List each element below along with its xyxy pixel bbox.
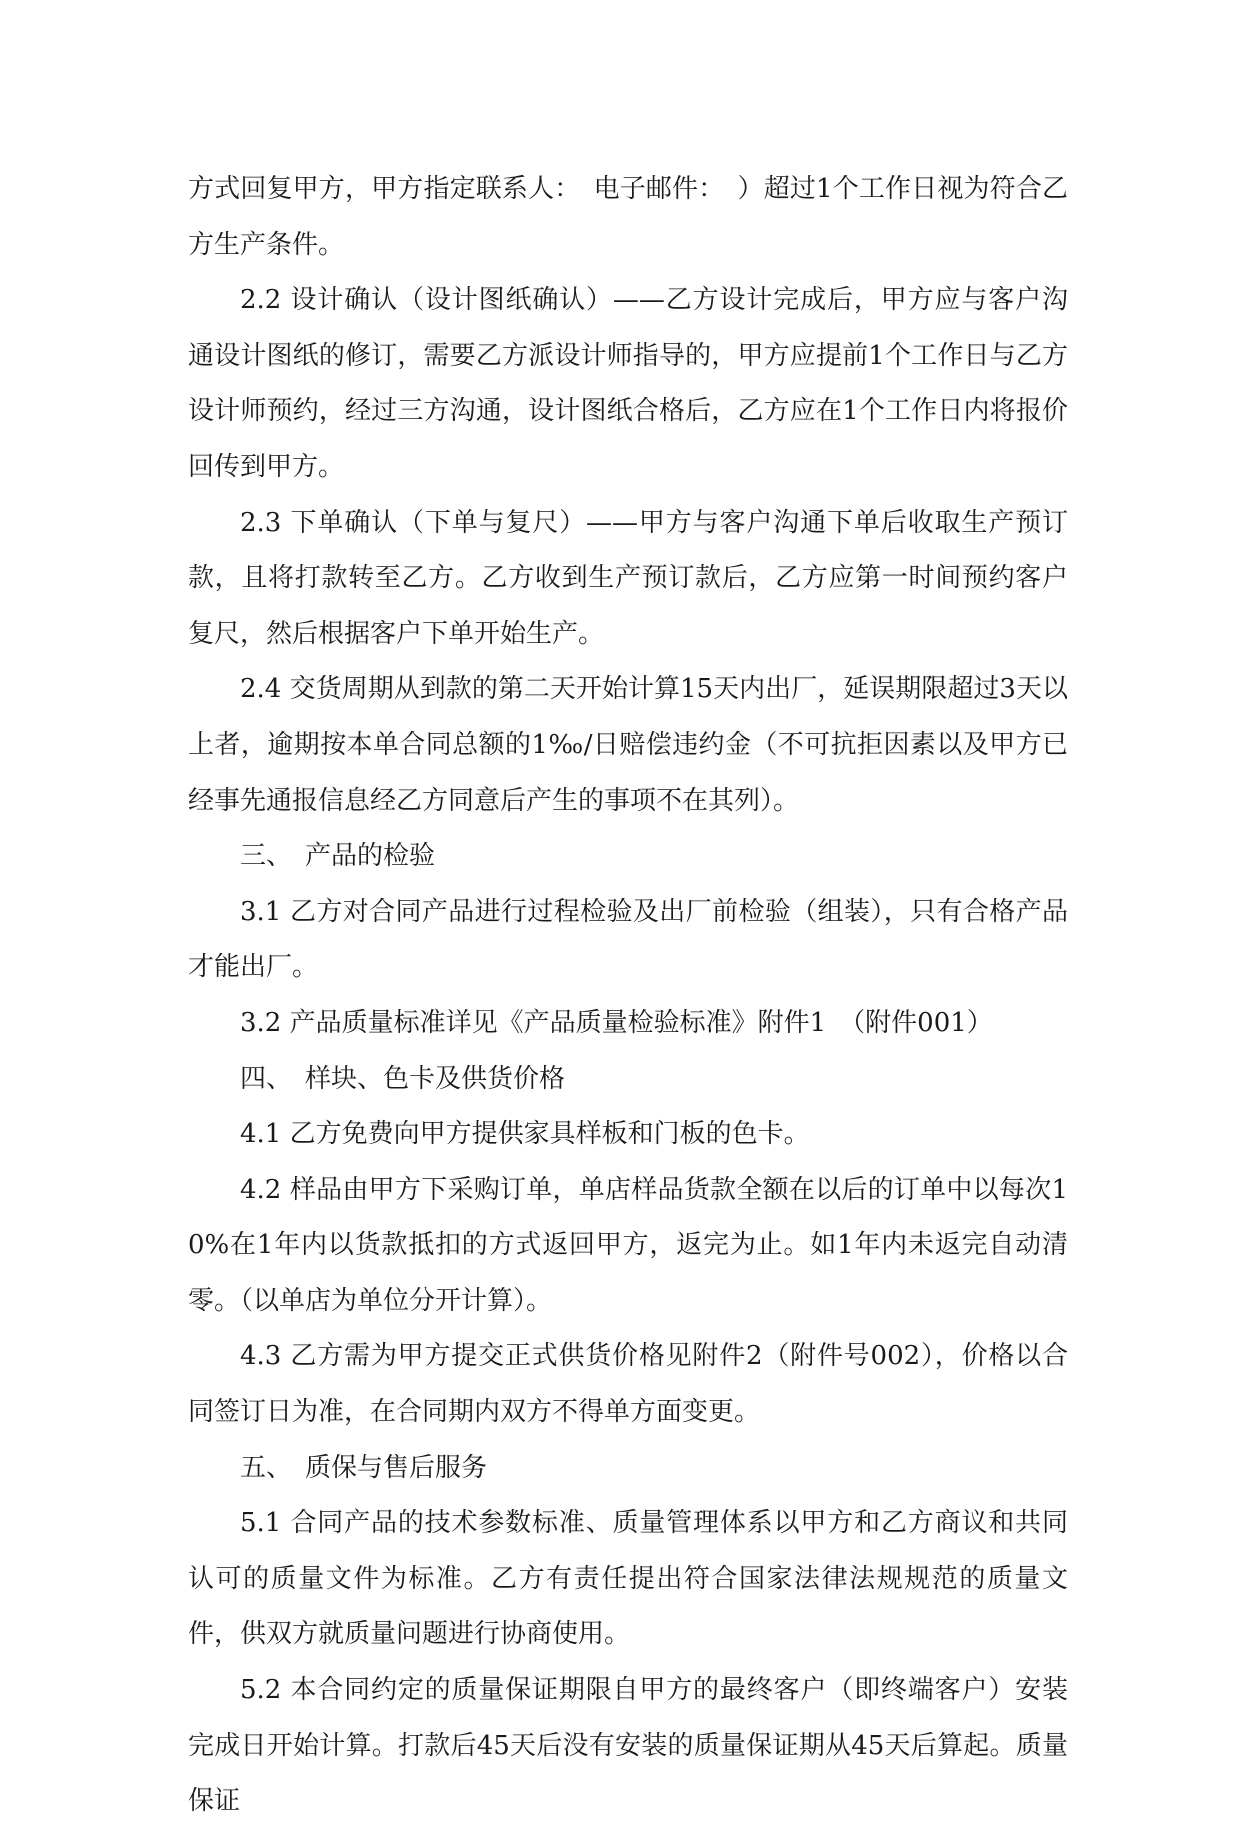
clause-3-1-inspection: 3.1 乙方对合同产品进行过程检验及出厂前检验（组装），只有合格产品才能出厂。 (188, 896, 1068, 983)
clause-4-3-supply-price: 4.3 乙方需为甲方提交正式供货价格见附件2（附件号002），价格以合同签订日为准，在合同期内双方不得单方面变更。 (188, 1341, 1068, 1428)
clause-2-2-design-confirmation: 2.2 设计确认（设计图纸确认）——乙方设计完成后，甲方应与客户沟通设计图纸的修订，需要乙方派设计师指导的，甲方应提前1个工作日与乙方设计师预约，经过三方沟通，设计图纸合格后，乙方应在1个工作日内将报价回传到甲方。 (188, 285, 1068, 482)
section-heading-3-inspection: 三、 产品的检验 (240, 841, 436, 872)
clause-5-2-warranty-period: 5.2 本合同约定的质量保证期限自甲方的最终客户（即终端客户）安装完成日开始计算。打款后45天后没有安装的质量保证期从45天后算起。质量保证 (188, 1675, 1068, 1817)
clause-5-1-quality-documents: 5.1 合同产品的技术参数标准、质量管理体系以甲方和乙方商议和共同认可的质量文件为标准。乙方有责任提出符合国家法律法规规范的质量文件，供双方就质量问题进行协商使用。 (188, 1508, 1068, 1650)
clause-4-1-color-cards: 4.1 乙方免费向甲方提供家具样板和门板的色卡。 (240, 1119, 810, 1150)
section-heading-5-warranty: 五、 质保与售后服务 (240, 1452, 488, 1483)
clause-4-2-sample-orders: 4.2 样品由甲方下采购订单，单店样品货款全额在以后的订单中以每次10%在1年内以货款抵扣的方式返回甲方，返完为止。如1年内未返完自动清零。（以单店为单位分开计算）。 (188, 1174, 1068, 1316)
clause-2-4-delivery-period: 2.4 交货周期从到款的第二天开始计算15天内出厂，延误期限超过3天以上者，逾期按本单合同总额的1‰/日赔偿违约金（不可抗拒因素以及甲方已经事先通报信息经乙方同意后产生的事项不在其列）。 (188, 674, 1068, 816)
contract-body (188, 162, 1068, 1830)
section-heading-4-samples-pricing: 四、 样块、色卡及供货价格 (240, 1063, 566, 1094)
clause-3-2-quality-standard: 3.2 产品质量标准详见《产品质量检验标准》附件1 （附件001） (240, 1007, 993, 1038)
paragraph-2-1-continuation: 方式回复甲方，甲方指定联系人： 电子邮件： ）超过1个工作日视为符合乙方生产条件。 (188, 174, 1068, 260)
clause-2-3-order-confirmation: 2.3 下单确认（下单与复尺）——甲方与客户沟通下单后收取生产预订款，且将打款转至乙方。乙方收到生产预订款后，乙方应第一时间预约客户复尺，然后根据客户下单开始生产。 (188, 507, 1068, 649)
